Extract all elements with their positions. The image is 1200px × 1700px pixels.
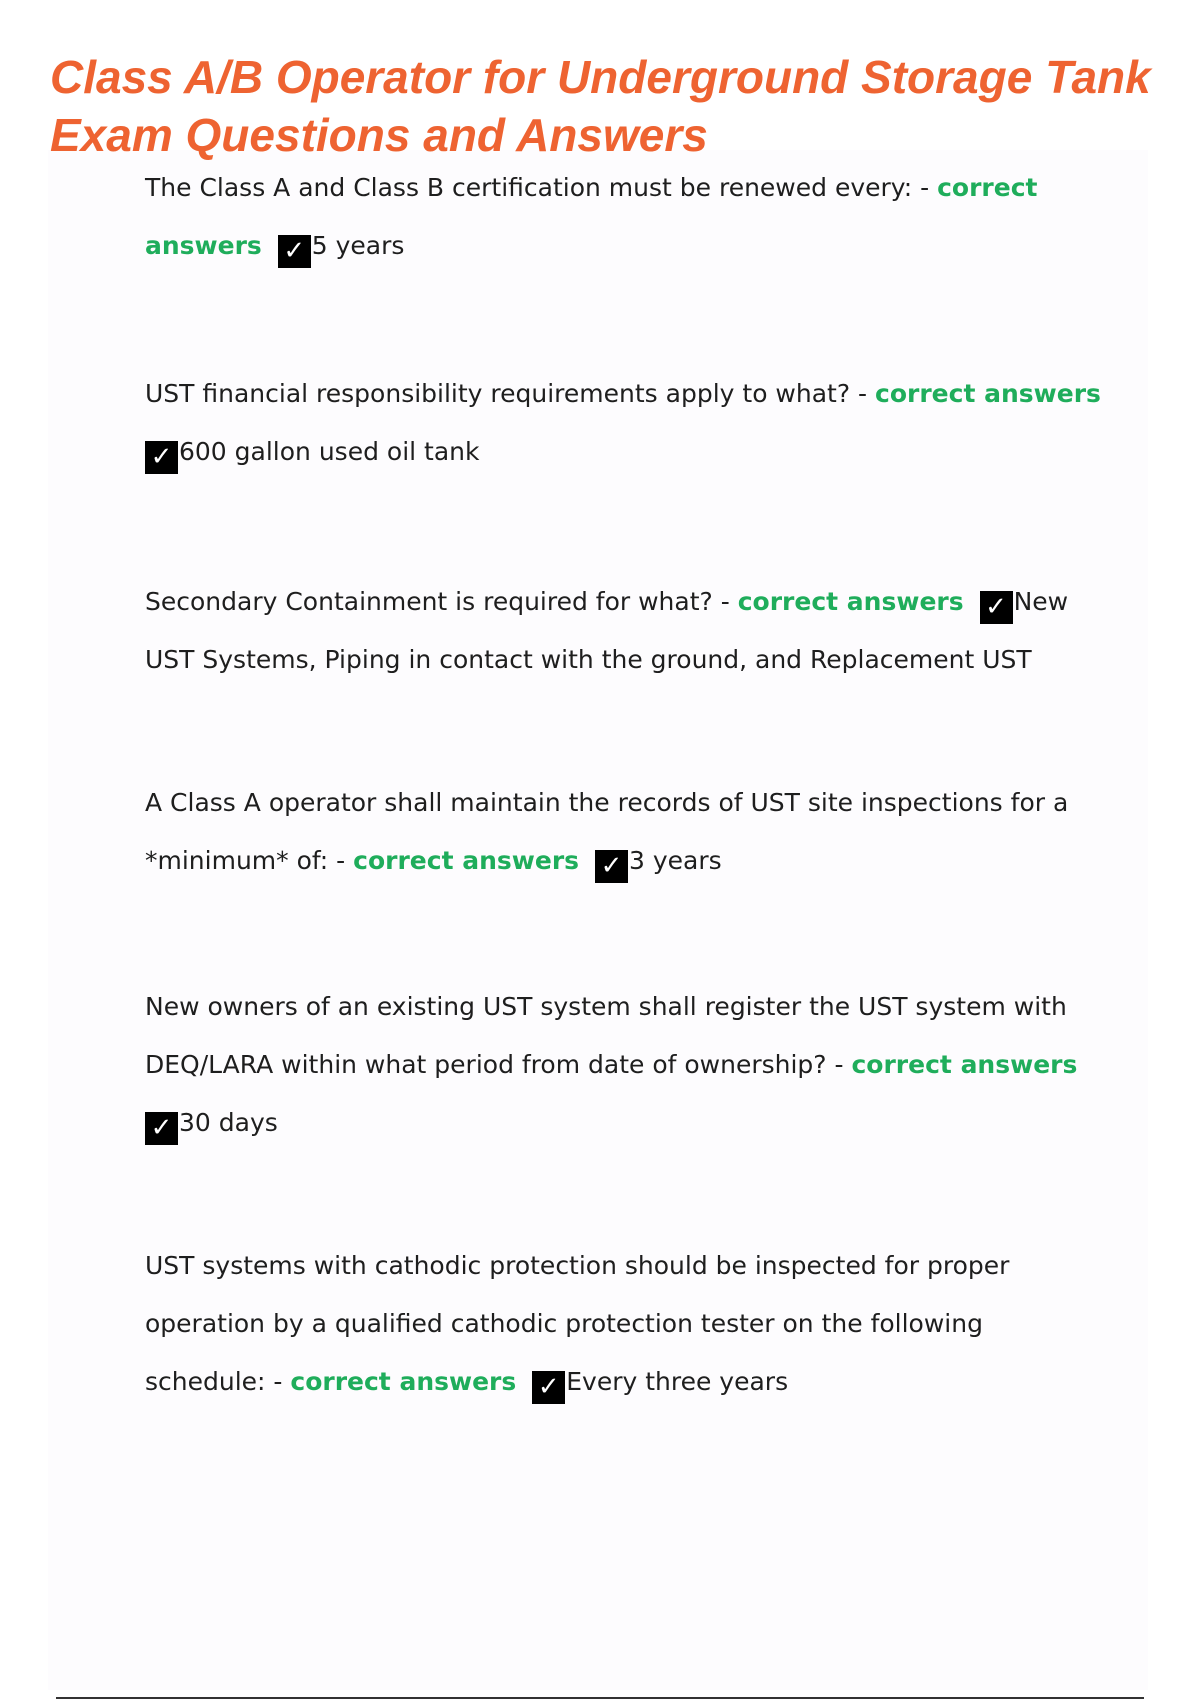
answer-text: Every three years <box>566 1367 789 1396</box>
qa-item-2 <box>145 365 1105 481</box>
question-text: A Class A operator shall maintain the records of UST site inspections for a *minimum* of: - <box>145 788 1069 875</box>
checkbox-checked-icon: ✓ <box>595 850 628 883</box>
question-text: The Class A and Class B certification must be renewed every: - <box>145 173 938 202</box>
qa-item-6 <box>145 1237 1105 1411</box>
correct-answers-label: correct answers <box>737 587 964 616</box>
answer-text: 5 years <box>311 231 405 260</box>
answer-text: 600 gallon used oil tank <box>179 437 480 466</box>
qa-item-1 <box>145 159 1105 275</box>
title-line-1: Class A/B Operator for Underground Storage Tank <box>50 51 1151 103</box>
checkbox-checked-icon: ✓ <box>278 235 311 268</box>
checkbox-checked-icon: ✓ <box>145 441 178 474</box>
correct-answers-label: correct answers <box>145 173 1038 260</box>
qa-item-4 <box>145 774 1105 890</box>
question-text: New owners of an existing UST system shall register the UST system with DEQ/LARA within what period from date of ownership? - <box>145 992 1067 1079</box>
title-line-2: Exam Questions and Answers <box>50 109 708 161</box>
checkbox-checked-icon: ✓ <box>145 1112 178 1145</box>
qa-item-5 <box>145 978 1105 1152</box>
qa-item-3 <box>145 573 1105 689</box>
question-text: Secondary Containment is required for what? - <box>145 587 738 616</box>
correct-answers-label: correct answers <box>290 1367 517 1396</box>
correct-answers-label: correct answers <box>353 846 580 875</box>
answer-text: 30 days <box>179 1108 278 1137</box>
correct-answers-label: correct answers <box>851 1050 1078 1079</box>
checkbox-checked-icon: ✓ <box>532 1371 565 1404</box>
checkbox-checked-icon: ✓ <box>980 591 1013 624</box>
question-text: UST systems with cathodic protection should be inspected for proper operation by a qualified cathodic protection tester on the following schedule: - <box>145 1251 1010 1396</box>
answer-text: New UST Systems, Piping in contact with the ground, and Replacement UST <box>145 587 1069 674</box>
answer-text: 3 years <box>629 846 722 875</box>
bottom-divider <box>56 1697 1144 1699</box>
correct-answers-label: correct answers <box>875 379 1101 408</box>
question-text: UST financial responsibility requirements apply to what? - <box>145 379 876 408</box>
document-title <box>50 48 1200 164</box>
